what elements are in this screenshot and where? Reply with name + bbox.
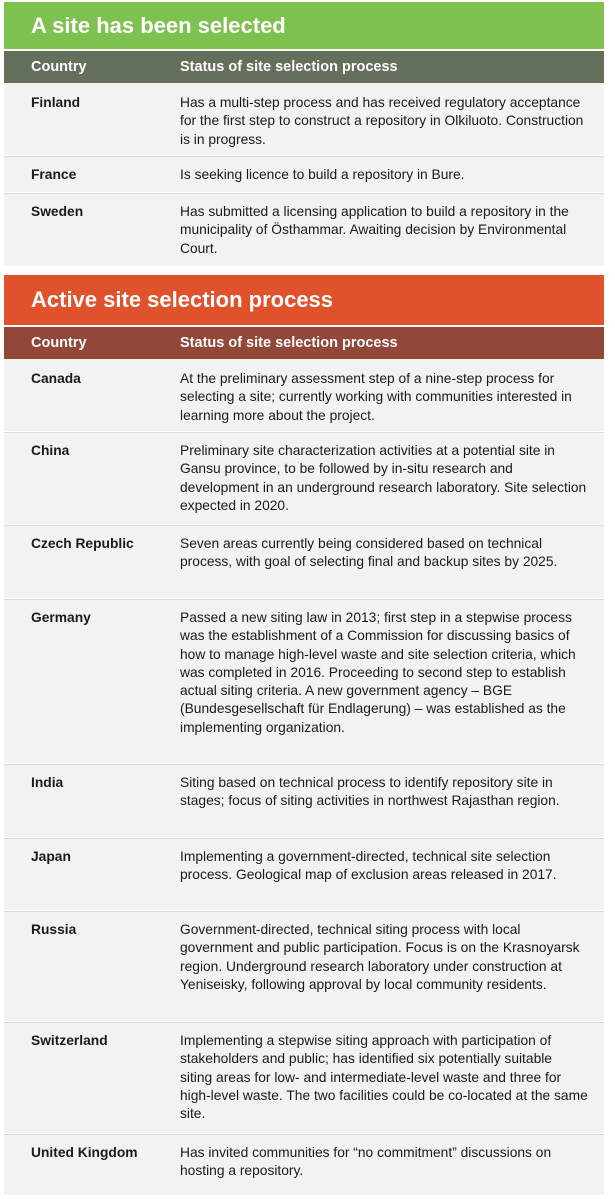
section-gap [4, 267, 604, 275]
table-body [4, 83, 604, 275]
table-row [4, 764, 604, 838]
table-header [4, 325, 604, 359]
section-active-selection [4, 275, 604, 1196]
table-row [4, 83, 604, 156]
table-row [4, 193, 604, 267]
status-cell: Government-directed, technical siting process with local government and public participation. Focus is on the Krasnoyarsk region. Underground research laboratory under construction at Yeniseisky, following approval by local community residents. [180, 922, 580, 992]
status-cell: Implementing a stepwise siting approach with participation of stakeholders and public; has identified six potentially suitable siting areas for low- and intermediate-level waste and three for high-level waste. The two facilities could be co-located at the same site. [180, 1033, 588, 1122]
table-row [4, 525, 604, 599]
country-cell: France [31, 167, 77, 182]
header-status: Status of site selection process [180, 335, 398, 351]
table-row [4, 838, 604, 911]
table-row [4, 359, 604, 432]
country-cell: Finland [31, 95, 81, 110]
country-cell: Sweden [31, 204, 84, 219]
status-cell: Has invited communities for “no commitment” discussions on hosting a repository. [180, 1145, 552, 1179]
section-title: Active site selection process [4, 275, 604, 325]
country-cell: India [31, 775, 64, 790]
site-selection-table [4, 0, 604, 1196]
country-cell: Japan [31, 849, 71, 864]
table-header [4, 49, 604, 83]
table-body [4, 359, 604, 1196]
status-cell: Passed a new siting law in 2013; first step in a stepwise process was the establishment of a Commission for discussing basics of how to manage high-level waste and site selection criteria, which was completed in 2016. Proceeding to second step to establish actual siting criteria. A new government agency – BGE (Bundesgesellschaft für Endlagerung) – was established as the implementing organization. [180, 610, 576, 735]
country-cell: Canada [31, 371, 81, 386]
status-cell: Siting based on technical process to identify repository site in stages; focus of siting activities in northwest Rajasthan region. [180, 775, 560, 809]
section-title: A site has been selected [4, 2, 604, 49]
country-cell: Germany [31, 610, 91, 625]
table-row [4, 1022, 604, 1134]
country-cell: Czech Republic [31, 536, 134, 551]
status-cell: At the preliminary assessment step of a nine-step process for selecting a site; currently working with communities interested in learning more about the project. [180, 371, 572, 423]
header-status: Status of site selection process [180, 59, 398, 75]
section-site-selected [4, 2, 604, 275]
table-row [4, 599, 604, 764]
country-cell: United Kingdom [31, 1145, 138, 1160]
status-cell: Is seeking licence to build a repository in Bure. [180, 167, 465, 182]
status-cell: Has submitted a licensing application to build a repository in the municipality of Östhammar. Awaiting decision by Environmental Court. [180, 204, 569, 256]
header-country: Country [31, 335, 87, 351]
table-row [4, 911, 604, 1022]
status-cell: Has a multi-step process and has received regulatory acceptance for the first step to construct a repository in Olkiluoto. Construction is in progress. [180, 95, 584, 147]
header-country: Country [31, 59, 87, 75]
table-row [4, 1134, 604, 1196]
country-cell: Switzerland [31, 1033, 108, 1048]
table-row [4, 156, 604, 193]
status-cell: Implementing a government-directed, technical site selection process. Geological map of exclusion areas released in 2017. [180, 849, 557, 883]
country-cell: China [31, 443, 70, 458]
status-cell: Seven areas currently being considered based on technical process, with goal of selecting final and backup sites by 2025. [180, 536, 558, 570]
status-cell: Preliminary site characterization activities at a potential site in Gansu province, to be followed by in-situ research and development in an underground research laboratory. Site selection expected in 2020. [180, 443, 587, 513]
country-cell: Russia [31, 922, 77, 937]
table-row [4, 432, 604, 525]
